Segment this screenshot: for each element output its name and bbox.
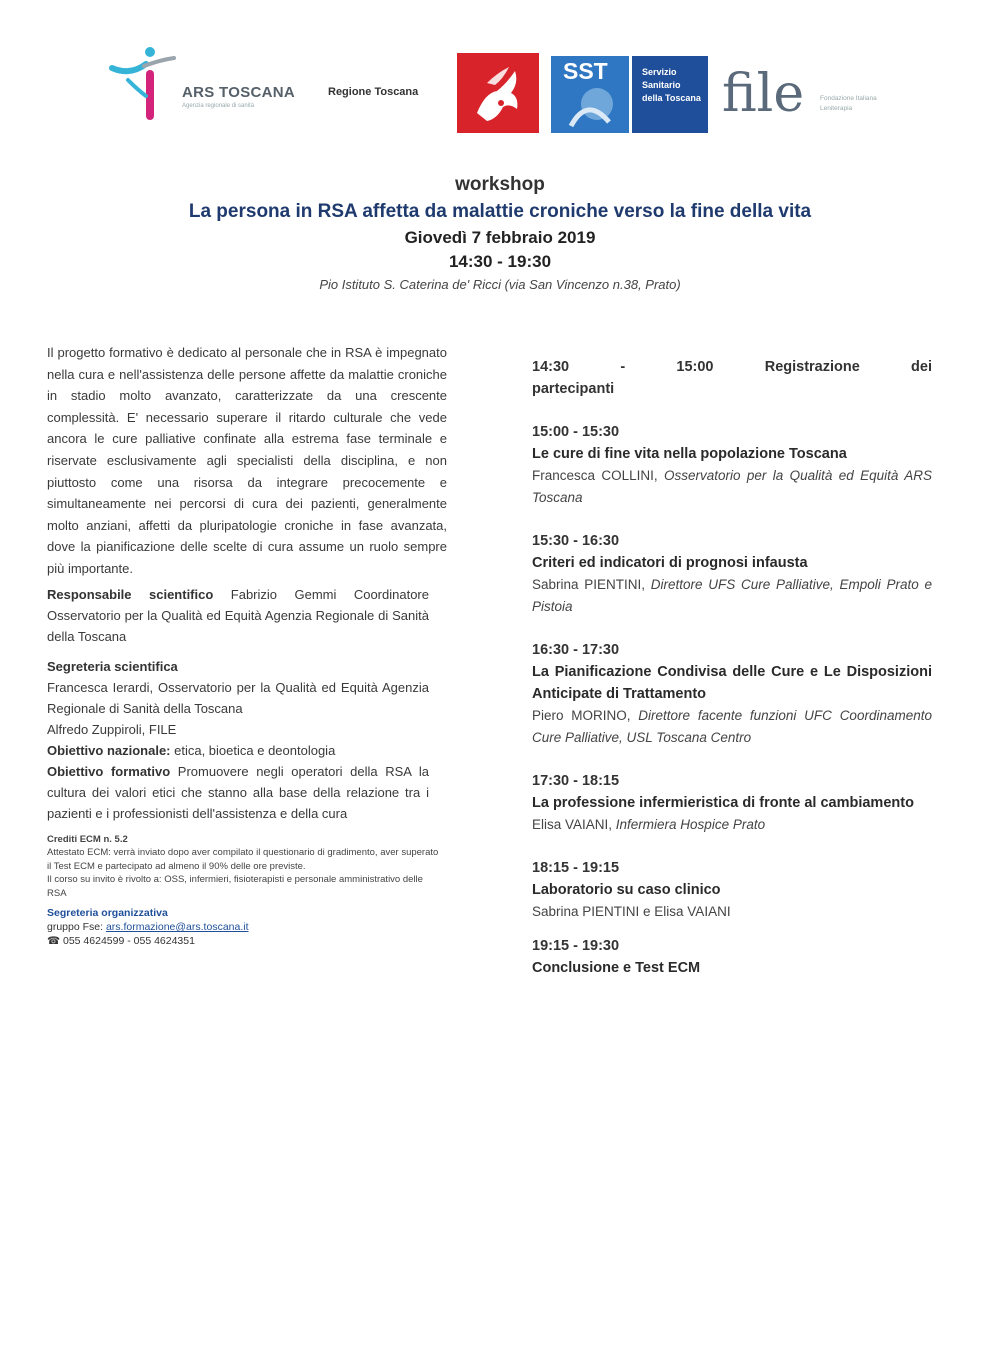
sst-text: SST [563, 58, 608, 84]
speaker-name: Francesca COLLINI, [532, 468, 665, 483]
program-time: 18:15 - 19:15 [532, 860, 620, 876]
ars-figure-icon [108, 46, 178, 126]
program-speaker [532, 901, 932, 923]
program-title: La Pianificazione Condivisa delle Cure e Le Disposizioni Anticipate di Trattamento [532, 664, 932, 702]
program-slot [532, 356, 932, 400]
ecm-credits-title: Crediti ECM n. 5.2 [47, 833, 128, 845]
national-objective [47, 740, 429, 761]
training-objective [47, 761, 429, 824]
organizing-email-link[interactable]: ars.formazione@ars.toscana.it [105, 921, 249, 934]
national-objective-label: Obiettivo nazionale: [47, 742, 171, 758]
organizing-secretariat-title: Segreteria organizzativa [47, 907, 168, 920]
program-time: 17:30 - 18:15 [532, 773, 620, 789]
training-objective-label: Obiettivo formativo [47, 763, 171, 779]
file-tagline: Fondazione Italiana Leniterapia [820, 95, 877, 112]
program-speaker [532, 574, 932, 618]
program-speaker [532, 705, 932, 749]
speaker-name: Sabrina PIENTINI e Elisa VAIANI [532, 904, 731, 919]
organizing-email-row [47, 920, 447, 934]
pegasus-icon [457, 53, 539, 133]
scientific-lead-text: Fabrizio Gemmi Coordinatore Osservatorio per la Qualità ed Equità Agenzia Regionale di Sanità della Toscana [47, 586, 429, 644]
organizing-secretariat [47, 906, 447, 948]
scientific-secretariat-text: Francesca Ierardi, Osservatorio per la Qualità ed Equità Agenzia Regionale di Sanità della Toscana [47, 679, 429, 716]
program-title: Laboratorio su caso clinico [532, 882, 721, 898]
file-logo [722, 62, 892, 142]
program-time: 16:30 - 17:30 [532, 642, 620, 658]
organizing-email-label: gruppo Fse: [47, 921, 106, 934]
program-registration-line1: 14:30 - 15:00 Registrazione dei [532, 359, 932, 375]
logo-bar [0, 40, 1000, 140]
event-time: 14:30 - 19:30 [448, 252, 552, 271]
scientific-lead-label: Responsabile scientifico [47, 586, 214, 602]
speaker-role: Infermiera Hospice Prato [615, 817, 766, 832]
program-slot [532, 770, 932, 836]
intro-paragraph: Il progetto formativo è dedicato al personale che in RSA è impegnato nella cura e nell'assistenza delle persone affette da malattie croniche in stadio molto avanzato, caratterizzate da una crescente complessità. E' necessario superare il ritardo culturale che vede ancora le cure palliative confinate alla estrema fase terminale e riservate esclusivamente agli specialisti della disciplina, e non piuttosto come una risorsa da integrare precocemente e simultaneamente nei percorsi di cura dei pazienti, generalmente molto anziani, affetti da pluripatologie croniche in fase avanzata, dove la pianificazione delle scelte di cura assume un ruolo sempre più importante. [47, 345, 447, 576]
program-time: 19:15 - 19:30 [532, 938, 620, 954]
training-objective-text: Promuovere negli operatori della RSA la cultura dei valori etici che stanno alla base della relazione tra i pazienti e i professionisti dell'assistenza e della cura [47, 763, 429, 821]
event-venue: Pio Istituto S. Caterina de' Ricci (via San Vincenzo n.38, Prato) [319, 277, 681, 292]
program-time: 15:00 - 15:30 [532, 424, 620, 440]
scientific-secretariat-text2: Alfredo Zuppiroli, FILE [47, 721, 177, 737]
national-objective-text: etica, bioetica e deontologia [170, 742, 336, 758]
regione-toscana-label: Regione Toscana [328, 86, 419, 98]
speaker-role: Osservatorio per la Qualità ed Equità ARS Toscana [532, 468, 933, 505]
program-slot [532, 421, 932, 509]
event-title: La persona in RSA affetta da malattie croniche verso la fine della vita [188, 201, 812, 222]
sst-figure-icon [551, 56, 629, 133]
speaker-name: Sabrina PIENTINI, [532, 577, 651, 592]
ars-toscana-logo [108, 46, 308, 126]
program-speaker [532, 814, 932, 836]
scientific-secretariat [47, 656, 429, 740]
file-word: file [722, 64, 805, 124]
event-kicker: workshop [455, 174, 545, 195]
ecm-credits [47, 833, 442, 901]
program-column [532, 356, 932, 1000]
sst-label: Servizio Sanitario della Toscana [642, 67, 701, 103]
speaker-name: Piero MORINO, [532, 708, 639, 723]
scientific-lead [47, 584, 429, 647]
program-title: Criteri ed indicatori di prognosi infausta [532, 555, 808, 571]
ecm-credits-text2: Il corso su invito è rivolto a: OSS, infermieri, fisioterapisti e personale amministrativo delle RSA [47, 874, 423, 899]
program-slot [532, 530, 932, 618]
program-time: 15:30 - 16:30 [532, 533, 620, 549]
event-header [0, 172, 1000, 296]
program-slot [532, 935, 932, 979]
regione-pegaso-logo [457, 53, 539, 133]
speaker-role: Direttore UFS Cure Palliative, Empoli Prato e Pistoia [532, 577, 932, 614]
program-slot [532, 639, 932, 749]
organizing-phone: ☎ 055 4624599 - 055 4624351 [47, 935, 195, 948]
ars-subtitle: Agenzia regionale di sanità [182, 103, 255, 109]
event-date: Giovedì 7 febbraio 2019 [404, 228, 596, 247]
program-speaker [532, 465, 932, 509]
program-title: Conclusione e Test ECM [532, 960, 701, 976]
program-registration-line2: partecipanti [532, 381, 615, 397]
ars-name: ARS TOSCANA [182, 84, 296, 101]
program-title: La professione infermieristica di fronte al cambiamento [532, 795, 914, 811]
program-slot [532, 857, 932, 923]
program-title: Le cure di fine vita nella popolazione Toscana [532, 446, 847, 462]
scientific-secretariat-label: Segreteria scientifica [47, 658, 178, 674]
sst-label-logo [632, 56, 708, 133]
ecm-credits-text: Attestato ECM: verrà inviato dopo aver compilato il questionario di gradimento, aver superato il Test ECM e partecipato ad almeno il 90% delle ore previste. [47, 847, 439, 872]
sst-image-logo [551, 56, 629, 133]
speaker-role: Direttore facente funzioni UFC Coordinamento Cure Palliative, USL Toscana Centro [532, 708, 932, 745]
info-column [47, 342, 447, 948]
speaker-name: Elisa VAIANI, [532, 817, 616, 832]
